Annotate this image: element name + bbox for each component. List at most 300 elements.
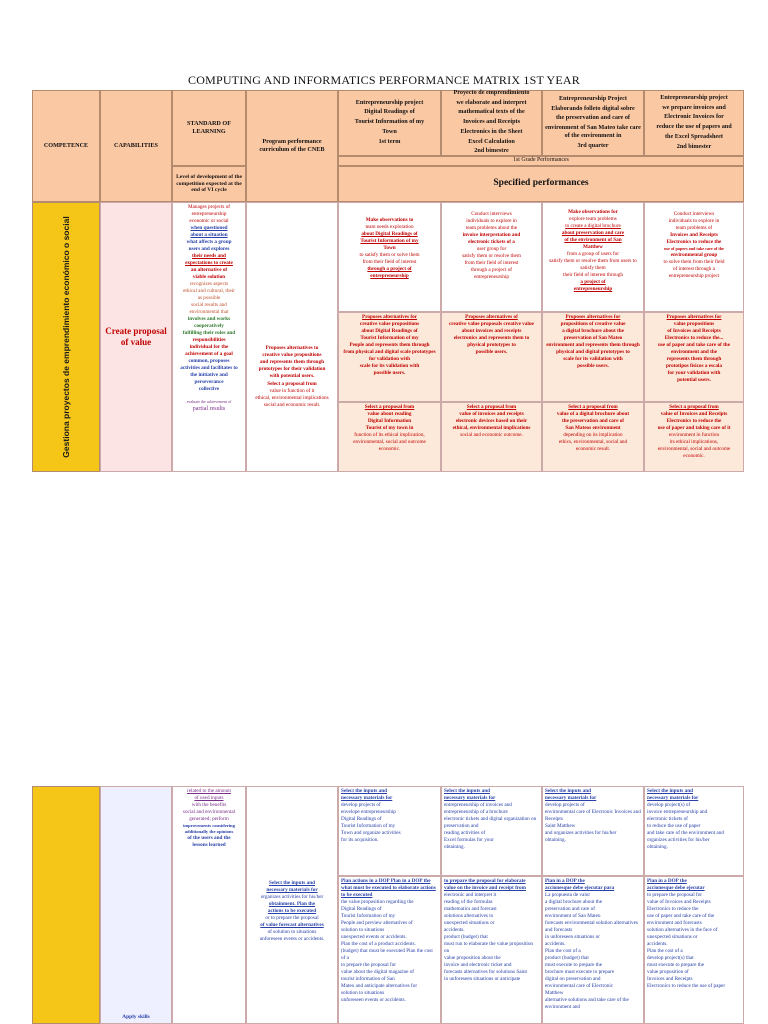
text-line: accidents. [647, 941, 668, 948]
text-line: possible users. [475, 349, 508, 356]
text-line: develop projects of [545, 802, 585, 809]
text-line: value of Invoices and Receipts [660, 411, 728, 418]
text-line: scale for its validation with [563, 356, 623, 363]
text-line: environment and forecasts [647, 920, 702, 927]
text-line: from a group of users for [566, 251, 619, 258]
text-line: accionesque debe ejecutar para [545, 885, 615, 892]
text-line: Tourist Information of my [341, 823, 396, 830]
text-line: Electronics to reduce the [647, 906, 699, 913]
text-line: mathematical texts of the [458, 108, 525, 116]
text-line: their field of interest through [563, 272, 623, 279]
text-line: prototipos físicos a escala [666, 363, 722, 370]
text-line: physical and digital prototypes to [556, 349, 630, 356]
text-line: Matthew [545, 990, 564, 997]
text-line: Plan actions in a DOP Plan in a DOP the [341, 878, 431, 884]
text-line: Invoices and Receipts [647, 976, 693, 983]
text-line: obtaining. [444, 844, 465, 851]
text-line: Conduct interviews [673, 211, 715, 217]
text-line: value of a digital brochure about [556, 411, 630, 418]
text-line: to reduce the use of paper [647, 823, 701, 830]
text-line: to prepare the proposal for elaborate [444, 878, 526, 884]
text-line: use of paper and take care of the [647, 913, 715, 920]
text-line: team problems of [675, 225, 713, 232]
page-title: COMPUTING AND INFORMATICS PERFORMANCE MATRIX 1ST YEAR [188, 73, 580, 87]
text-line: People and represents them through [349, 342, 430, 349]
text-line: of used inputs [194, 795, 224, 802]
text-line: Electronics in the Sheet [460, 127, 523, 135]
text-line: creative value propositions [262, 352, 322, 359]
text-line: People and preview alternatives of [341, 920, 413, 927]
text-line: satisfy them or resolve them from users to satisfy them [549, 258, 637, 272]
text-line: value on the invoice and receipt from [444, 885, 526, 892]
text-line: activities and facilitates to [180, 365, 238, 372]
header-project-1 [338, 90, 441, 156]
program-text-2 [246, 786, 338, 1024]
text-line: entrepreneurship [573, 286, 613, 293]
text-line: to prepare the proposal for [647, 892, 703, 899]
text-line: electronic tickets of [647, 816, 688, 823]
text-line: necessary materials for [444, 795, 496, 802]
text-line: Saint Matthew [545, 823, 576, 830]
text-line: 1st term [378, 137, 401, 145]
text-line: invoice entrepreneurship and [647, 809, 708, 816]
text-line: electronic and interpret it [444, 892, 497, 899]
text-line: the initiative and [190, 372, 228, 379]
text-line: environmental, social and outcome [657, 446, 731, 453]
text-line: Digital Information [367, 418, 412, 425]
text-line: and organizes activities for his/her [545, 830, 617, 837]
text-line: individuals to explore in [466, 218, 517, 225]
text-line: we elaborate and interpret [456, 98, 527, 106]
text-line: function of its ethical implication, [354, 432, 425, 439]
text-line: about invoices and receipts [461, 328, 522, 335]
text-line: Select the inputs and [341, 788, 387, 794]
text-line: preservation of San Mateo [563, 335, 623, 342]
text-line: environment and represents them through [546, 342, 640, 349]
text-line: responsibilities [192, 337, 226, 344]
text-line: additionally the opinions [184, 829, 234, 835]
header-capabilities: CAPABILITIES [100, 90, 172, 202]
text-line: value proposition about the [444, 955, 501, 962]
text-line: Electronics to reduce the use of paper [647, 983, 726, 990]
text-line: 2nd bimester [676, 142, 712, 150]
text-line: Proposes alternatives for [565, 314, 621, 320]
text-line: through a project of [367, 266, 412, 273]
text-line: about Digital Readings of [361, 231, 418, 238]
performance-row2-project1 [338, 312, 441, 402]
program-text [246, 202, 338, 472]
text-line: environmental, social and outcome [353, 439, 426, 446]
text-line: accidents. [444, 927, 465, 934]
performance-row3-project1 [338, 402, 441, 472]
text-line: Select the inputs and [444, 788, 490, 794]
text-line: as possible [197, 295, 221, 302]
text-line: from their field of interest [362, 259, 417, 266]
text-line: environment of San Mateo [545, 913, 601, 920]
text-line: unforeseen events or accidents. [341, 997, 406, 1004]
s2-row2-project2 [441, 876, 542, 1024]
text-line: user group for [476, 246, 507, 253]
text-line: creative value proposals creative value [448, 321, 534, 328]
text-line: value of invoices and receipts [459, 411, 524, 418]
text-line: explore team problems [569, 216, 617, 223]
performance-row3-project4 [644, 402, 744, 472]
text-line: necessary materials for [266, 887, 318, 894]
text-line: Plan the cost of a [647, 948, 683, 955]
text-line: Proposes alternatives for [362, 314, 417, 320]
text-line: value proposition of [647, 969, 689, 976]
text-line: the Excel Spreadsheet [665, 132, 723, 140]
header-specified: Specified performances [338, 166, 744, 202]
text-line: the value proposition regarding the [341, 899, 414, 906]
text-line: Select a proposal from [669, 404, 719, 410]
text-line: reduce the use of papers and [656, 123, 732, 130]
capability-apply-skills [100, 786, 172, 1024]
header-first-grade: 1st Grade Performances [338, 156, 744, 166]
text-line: unforeseen events or accidents. [259, 936, 325, 943]
text-line: electronic tickets of a [468, 239, 515, 246]
text-line: team needs exploration [365, 224, 414, 231]
text-line: partial results [192, 405, 226, 412]
text-line: when questioned [190, 225, 228, 232]
text-line: possible users. [577, 363, 609, 370]
text-line: Entrepreneurship project [355, 98, 424, 106]
performance-row2-project4 [644, 312, 744, 402]
text-line: forecasts alternatives for solutions Saint [444, 969, 527, 976]
capability-label-2: Apply skills [122, 1013, 150, 1020]
text-line: social and environmental [182, 809, 236, 816]
text-line: envelope entrepreneurship [341, 809, 396, 816]
text-line: environment of San Mateo take care of the environment in [545, 124, 641, 139]
text-line: Proposes alternatives to [265, 345, 319, 352]
text-line: entrepreneurship [474, 274, 509, 281]
text-line: users and explores [188, 246, 230, 253]
text-line: Select the inputs and [269, 880, 315, 886]
text-line: invoice and electronic ticket and [444, 962, 512, 969]
text-line: Plan in a DOP the [545, 878, 585, 884]
text-line: economic result. [575, 446, 611, 453]
text-line: Select a proposal from [466, 404, 517, 410]
s2-row2-project3 [542, 876, 644, 1024]
text-line: scale for its validation with [359, 363, 420, 370]
text-line: solution alternatives in the face of [647, 927, 718, 934]
text-line: Select the inputs and [647, 788, 693, 794]
performance-row3-project2 [441, 402, 542, 472]
text-line: we prepare invoices and [662, 103, 726, 111]
competence-vertical-label: Gestiona proyectos de emprendimiento económico o social [61, 216, 71, 458]
text-line: electronic devices based on their [455, 418, 528, 425]
text-line: Proposes alternatives of [465, 314, 518, 320]
text-line: Matthew [583, 244, 603, 251]
text-line: Make observations to [365, 217, 414, 223]
text-line: La propuesta de valor [545, 892, 591, 899]
text-line: develop project(s) of [647, 802, 691, 809]
capability-create-proposal [100, 202, 172, 472]
text-line: individuals to explore in [668, 218, 720, 225]
text-line: organizes activities for his/her [260, 894, 324, 901]
text-line: or to prepare the proposal [265, 915, 319, 922]
text-line: reading activities of [444, 830, 486, 837]
text-line: Invoices and Receipts [670, 232, 718, 239]
text-line: with the benefits [191, 802, 227, 809]
text-line: product (budget) that [444, 934, 488, 941]
text-line: to prepare the proposal for [341, 962, 397, 969]
text-line: organizes activities for his/her [647, 837, 710, 844]
text-line: invoice interpretation and [462, 232, 521, 239]
text-line: prototypes for their validation [258, 366, 326, 373]
text-line: Electronics to reduce the... [664, 335, 724, 342]
text-line: Entrepreneurship Project [559, 94, 627, 102]
text-line: solutions alternatives to [444, 913, 494, 920]
performance-row1-project1 [338, 202, 441, 312]
text-line: environment in function [668, 432, 720, 439]
text-line: entrepreneurship [191, 211, 227, 218]
performance-row1-project3 [542, 202, 644, 312]
text-line: in unforeseen situations or anticipate [444, 976, 521, 983]
text-line: the preservation and care of [555, 114, 630, 122]
text-line: unexpected situations or [444, 920, 495, 927]
text-line: Tourist Information of my [354, 118, 425, 126]
header-project-2 [441, 90, 542, 156]
text-line: what affects a group [186, 239, 232, 246]
text-line: social and economic outcome. [460, 432, 523, 439]
text-line: Electronics to reduce the [666, 418, 722, 425]
text-line: Excel Calculation [468, 137, 515, 145]
text-line: solution to situations [341, 927, 385, 934]
text-line: the preservation and care of [561, 418, 625, 425]
text-line: necessary materials for [341, 795, 393, 802]
text-line: reading of the formulas [444, 899, 493, 906]
text-line: entrepreneurship of invoices and entrepreneurship of a brochure [444, 802, 512, 816]
text-line: of interest through a [673, 265, 715, 272]
text-line: environmental care of Electronic [545, 983, 614, 990]
text-line: common, proposes [188, 358, 230, 365]
header-competence: COMPETENCE [32, 90, 100, 202]
text-line: physical prototypes to [467, 342, 516, 349]
text-line: through a project of [470, 267, 513, 274]
text-line: satisfy them or resolve them [462, 253, 521, 260]
text-line: team problems about the [465, 225, 518, 232]
text-line: product (budget) that [545, 955, 589, 962]
header-project-4 [644, 90, 744, 156]
text-line: forecasts environmental solution alternatives and forecasts [545, 920, 638, 934]
performance-row2-project3 [542, 312, 644, 402]
text-line: unexpected situations or [647, 934, 698, 941]
performance-row3-project3 [542, 402, 644, 472]
text-line: accionesque debe ejecutar [647, 885, 705, 892]
text-line: Conduct interviews [471, 211, 512, 217]
s2-row1-project4 [644, 786, 744, 876]
text-line: 3rd quarter [577, 141, 609, 149]
s2-row1-project3 [542, 786, 644, 876]
text-line: perseverance [194, 379, 224, 386]
text-line: for its acquisition. [341, 837, 379, 844]
text-line: (budget) that must be executed Plan the cost of a [341, 948, 433, 962]
text-line: ethical and cultural, their [183, 288, 235, 295]
performance-row2-project2 [441, 312, 542, 402]
s2-row1-project1 [338, 786, 441, 876]
text-line: Mateo and anticipate alternatives for [341, 983, 418, 990]
text-line: viable solution [192, 274, 226, 281]
text-line: develop projects of [341, 802, 381, 809]
text-line: in unforeseen situations or [545, 934, 600, 941]
text-line: Make observations for [568, 209, 618, 215]
text-line: must execute to prepare the [545, 962, 603, 969]
text-line: Town and organize activities [341, 830, 401, 837]
text-line: of the environment of San [564, 237, 622, 244]
text-line: Select a proposal from [568, 404, 618, 410]
text-line: with potential users. [269, 373, 315, 380]
text-line: potential users. [677, 377, 711, 384]
s2-row2-project1 [338, 876, 441, 1024]
text-line: collective [198, 386, 220, 393]
text-line: use of papers and take care of the [664, 246, 724, 252]
text-line: Entrepreneurship project [660, 93, 728, 101]
text-line: necessary materials for [647, 795, 699, 802]
text-line: cooperatively [194, 323, 224, 330]
text-line: brochure must execute to prepare [545, 969, 615, 976]
text-line: Tourist Information of my [341, 913, 396, 920]
text-line: obtainment. Plan the [268, 901, 316, 908]
text-line: Select a proposal from [267, 380, 317, 387]
text-line: Electronics to reduce the [666, 239, 722, 246]
text-line: obtaining. [545, 837, 566, 844]
text-line: an alternative of [190, 267, 228, 274]
text-line: Invoices and Receipts [462, 118, 521, 126]
text-line: a digital brochure about the [562, 328, 624, 335]
text-line: Manages projects of [187, 204, 231, 210]
text-line: for your validation with [667, 370, 721, 377]
s2-row2-project4 [644, 876, 744, 1024]
text-line: expectations to create [185, 260, 233, 267]
text-line: economic. [683, 453, 705, 460]
text-line: Select a proposal from [364, 404, 415, 410]
text-line: about Digital Readings of [361, 328, 418, 335]
competence-vertical-2 [32, 786, 100, 1024]
text-line: evaluate the achievement of [186, 399, 232, 405]
text-line: use of paper and take care of the [658, 342, 730, 349]
text-line: necessary materials for [545, 795, 597, 802]
text-line: to solve them from their field [663, 258, 725, 265]
text-line: improvements considering [183, 823, 235, 829]
capability-label: Create proposal of value [105, 326, 167, 347]
text-line: creative value propositions [359, 321, 420, 328]
text-line: Proposes alternatives for [666, 314, 722, 320]
standard-text-2 [172, 786, 246, 1024]
text-line: social results and [191, 302, 227, 309]
text-line: ethics, environmental, social and [558, 439, 628, 446]
text-line: lessons learned [192, 842, 226, 849]
text-line: Town [383, 245, 396, 252]
text-line: must execute to prepare the [647, 962, 705, 969]
standard-text [172, 202, 246, 472]
text-line: Select the inputs and [545, 788, 591, 794]
text-line: entrepreneurship [370, 273, 409, 280]
text-line: Plan the cost of a product accidents. [341, 941, 416, 948]
text-line: mathematics and forecast [444, 906, 497, 913]
text-line: ethical, environmental implications [255, 394, 329, 401]
text-line: fulfilling their roles and [182, 330, 236, 337]
text-line: accidents. [545, 941, 566, 948]
text-line: environmental group [670, 251, 718, 258]
text-line: San Mateos environment [565, 425, 621, 432]
text-line: recognizes aspects [189, 281, 229, 288]
text-line: Town [382, 127, 397, 135]
text-line: use of paper and taking care of it [657, 425, 731, 432]
text-line: from their field of interest [464, 260, 519, 267]
text-line: must run to elaborate the value proposition on [444, 941, 534, 955]
text-line: electronics and represents them to [453, 335, 530, 342]
text-line: social and economic result. [263, 401, 321, 408]
text-line: a digital brochure about the [545, 899, 603, 906]
text-line: value about the digital magazine of [341, 969, 415, 976]
text-line: their needs and [192, 253, 226, 260]
text-line: to create a digital brochure [565, 223, 621, 230]
header-program: Program performance curriculum of the CNEB [246, 90, 338, 202]
text-line: electronic tickets and digital organization on preservation and [444, 816, 537, 830]
text-line: Digital Readings of [364, 108, 415, 116]
text-line: ethical, environmental implications [452, 425, 531, 432]
text-line: from physical and digital scale prototypes for validation with [343, 349, 436, 363]
text-line: propositions of creative value [560, 321, 626, 328]
text-line: of solution to situations [267, 929, 317, 936]
text-line: obtaining. [647, 844, 668, 851]
text-line: value in function of it [269, 387, 315, 394]
text-line: environmental care of Electronic Invoices and Receipts [545, 809, 641, 823]
text-line: Excel formulas for your [444, 837, 494, 844]
text-line: achievement of a goal [185, 351, 233, 358]
text-line: Elaborando folleto digital sobre [551, 104, 635, 112]
text-line: Plan the cost of a [545, 948, 581, 955]
text-line: Proyecto de emprendimiento [453, 88, 530, 96]
text-line: of Invoices and Receipts [667, 328, 721, 335]
text-line: value propositions [673, 321, 715, 328]
text-line: economic or social [189, 218, 229, 225]
text-line: generated; perform [189, 816, 229, 823]
text-line: Plan in a DOP the [647, 878, 687, 884]
text-line: its ethical implications, [669, 439, 719, 446]
text-line: Electronic Invoices for [664, 113, 724, 121]
text-line: of value forecast alternatives [260, 922, 324, 929]
text-line: and represents them through [259, 359, 325, 366]
text-line: unexpected events or accidents. [341, 934, 407, 941]
text-line: develop project(s) that [647, 955, 694, 962]
text-line: digital on preservation and [545, 976, 601, 983]
text-line: Tourist Information of my [360, 335, 419, 342]
text-line: and take care of the environment and [647, 830, 724, 837]
text-line: entrepreneurship project [668, 272, 720, 279]
text-line: actions to be executed [267, 908, 317, 915]
text-line: what must be executed to elaborate actions to be executed [341, 885, 436, 899]
text-line: tourist information of San [341, 976, 395, 983]
text-line: Tourist of my town in [365, 425, 414, 432]
text-line: about preservation and care [561, 230, 625, 237]
competence-vertical [32, 202, 100, 472]
text-line: Digital Readings of [341, 906, 382, 913]
text-line: value about reading [367, 411, 412, 418]
text-line: environment and the [670, 349, 718, 356]
text-line: alternative solutions and take care of the environment and [545, 997, 629, 1011]
text-line: depending on its implication [563, 432, 623, 439]
text-line: possible users. [373, 370, 406, 377]
text-line: 2nd bimestre [474, 147, 509, 155]
text-line: value of Invoices and Receipts [647, 899, 711, 906]
s2-row1-project2 [441, 786, 542, 876]
text-line: involves and works [187, 316, 231, 323]
text-line: economic. [378, 446, 401, 453]
text-line: of the users and the [187, 835, 231, 842]
text-line: a project of [580, 279, 606, 286]
